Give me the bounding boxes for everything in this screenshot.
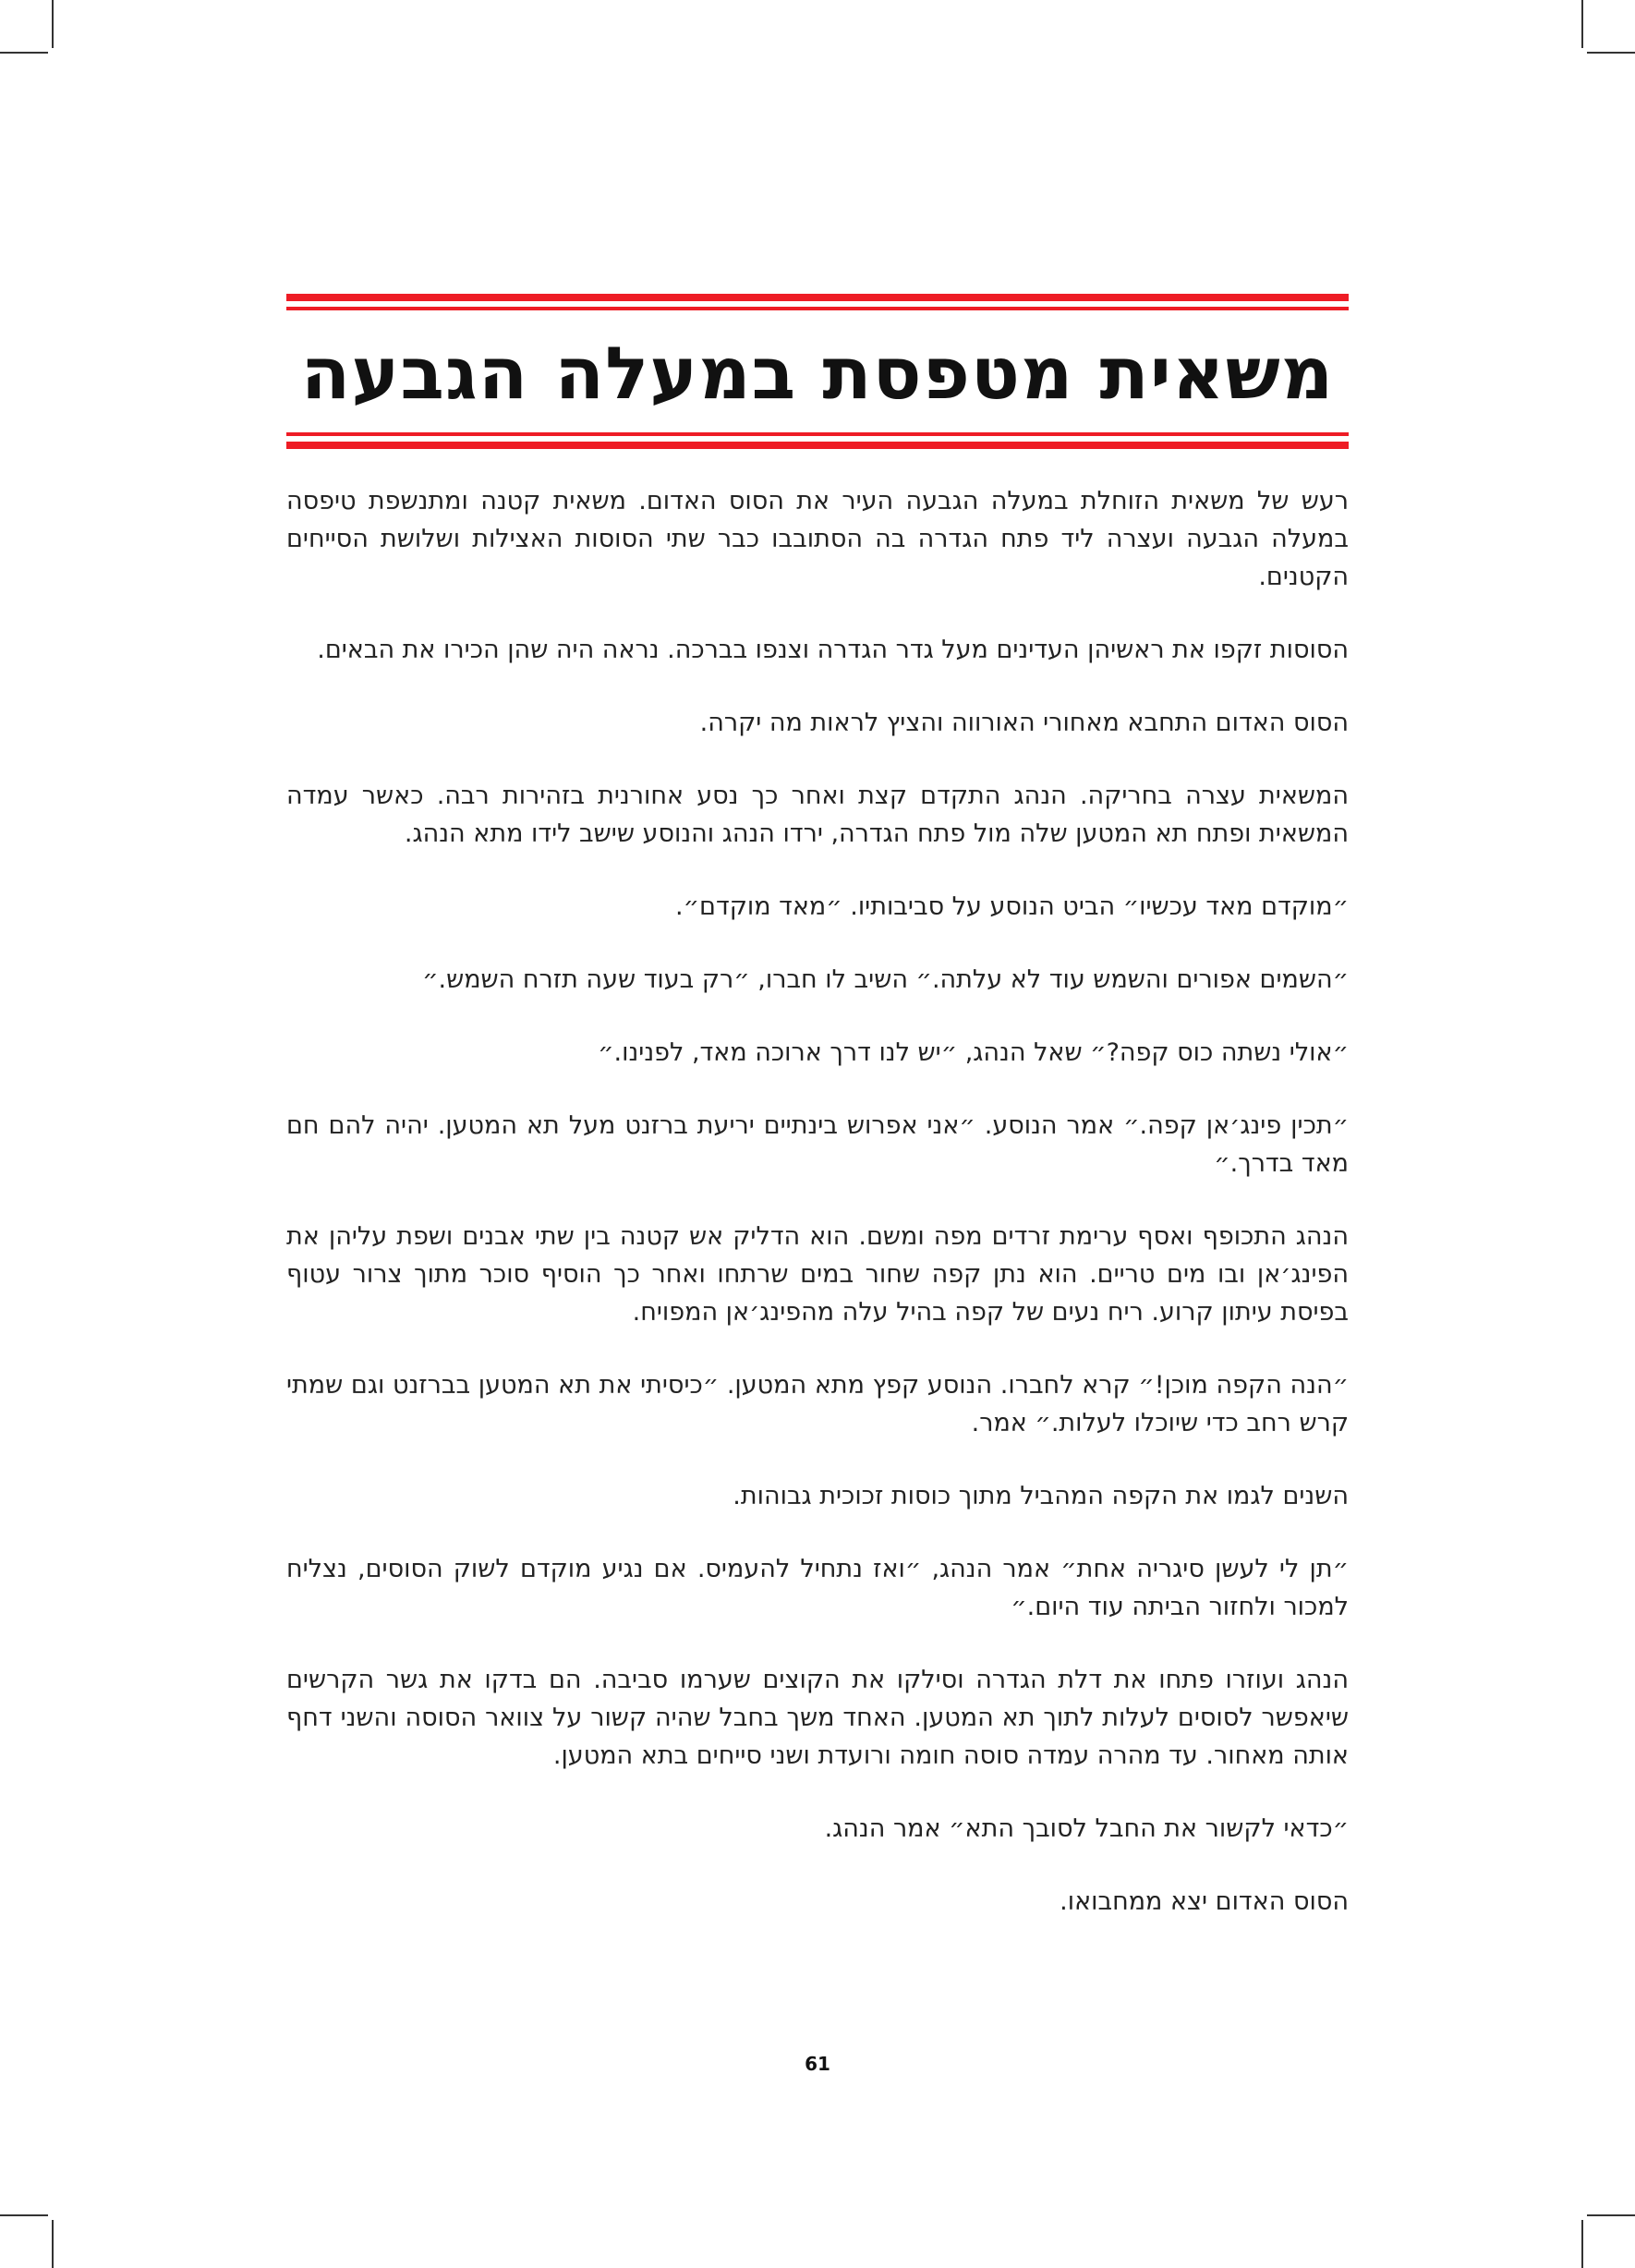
crop-mark [1587,2214,1635,2216]
paragraph: ״כדאי לקשור את החבל לסובך התא״ אמר הנהג. [824,1814,1349,1843]
paragraph: ״מוקדם מאד עכשיו״ הביט הנוסע על סביבותיו. ״מאד מוקדם״. [675,892,1349,921]
top-double-rule [286,294,1349,310]
crop-mark [0,52,48,54]
crop-mark [1581,0,1583,48]
paragraph: ״השמים אפורים והשמש עוד לא עלתה.״ השיב לו חברו, ״רק בעוד שעה תזרח השמש.״ [422,965,1349,994]
bottom-double-rule [286,432,1349,449]
paragraph: ״תכין פינג׳אן קפה.״ אמר הנוסע. ״אני אפרוש בינתיים יריעת ברזנט מעל תא המטען. יהיה להם חם מאד בדרך.״ [286,1111,1349,1178]
crop-mark [1581,2220,1583,2268]
paragraph: ״תן לי לעשן סיגריה אחת״ אמר הנהג, ״ואז נתחיל להעמיס. אם נגיע מוקדם לשוק הסוסים, נצליח למכור ולחזור הביתה עוד היום.״ [286,1555,1349,1621]
crop-mark [0,2214,48,2216]
paragraph: ״הנה הקפה מוכן!״ קרא לחברו. הנוסע קפץ מתא המטען. ״כיסיתי את תא המטען בברזנט וגם שמתי קרש רחב כדי שיוכלו לעלות.״ אמר. [286,1371,1349,1437]
crop-mark [52,0,54,48]
paragraph: הנהג ועוזרו פתחו את דלת הגדרה וסילקו את הקוצים שערמו סביבה. הם בדקו את גשר הקרשים שיאפשר לסוסים לעלות לתוך תא המטען. האחד משך בחבל שהיה קשור על צוואר הסוסה והשני דחף אותה מאחור. עד מהרה עמדה סוסה חומה ורועדת ושני סייחים בתא המטען. [286,1666,1349,1770]
paragraph: רעש של משאית הזוחלת במעלה הגבעה העיר את הסוס האדום. משאית קטנה ומתנשפת טיפסה במעלה הגבעה ועצרה ליד פתח הגדרה בה הסתובבו כבר שתי הסוסות האצילות ושלושת הסייחים הקטנים. [286,487,1349,591]
crop-mark [52,2220,54,2268]
page-number: 61 [805,2053,830,2075]
body-text [286,482,1349,1956]
paragraph: הסוסות זקפו את ראשיהן העדינים מעל גדר הגדרה וצנפו בברכה. נראה היה שהן הכירו את הבאים. [317,636,1349,664]
chapter-header [286,294,1349,449]
chapter-title: משאית מטפסת במעלה הגבעה [300,333,1335,416]
paragraph: הסוס האדום התחבא מאחורי האורווה והציץ לראות מה יקרה. [699,709,1349,737]
paragraph: ״אולי נשתה כוס קפה?״ שאל הנהג, ״יש לנו דרך ארוכה מאד, לפנינו.״ [598,1038,1349,1067]
crop-mark [1587,52,1635,54]
paragraph: השנים לגמו את הקפה המהביל מתוך כוסות זכוכית גבוהות. [733,1482,1349,1510]
paragraph: הנהג התכופף ואסף ערימת זרדים מפה ומשם. הוא הדליק אש קטנה בין שתי אבנים ושפת עליהן את הפינג׳אן ובו מים טריים. הוא נתן קפה שחור במים שרתחו ואחר כך הוסיף סוכר מתוך צרור עטוף בפיסת עיתון קרוע. ריח נעים של קפה בהיל עלה מהפינג׳אן המפויח. [286,1222,1349,1327]
paragraph: הסוס האדום יצא ממחבואו. [1060,1887,1349,1916]
paragraph: המשאית עצרה בחריקה. הנהג התקדם קצת ואחר כך נסע אחורנית בזהירות רבה. כאשר עמדה המשאית ופתח תא המטען שלה מול פתח הגדרה, ירדו הנהג והנוסע שישב לידו מתא הנהג. [286,782,1349,848]
